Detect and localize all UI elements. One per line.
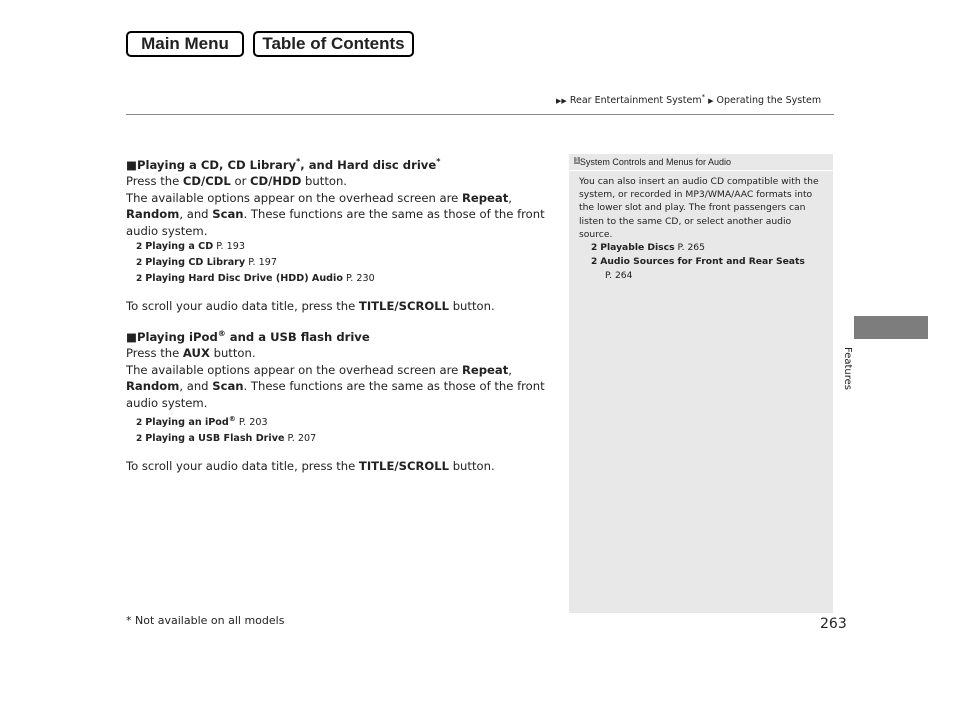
text: To scroll your audio data title, press the <box>126 299 359 314</box>
ref-page: P. 207 <box>287 433 317 445</box>
text: To scroll your audio data title, press the <box>126 459 359 474</box>
ref-link[interactable] <box>136 239 556 255</box>
text: button. <box>209 346 256 361</box>
text: . These functions are the same as those of the front audio system. <box>126 207 545 238</box>
reference-arrow-icon: 2 <box>136 434 143 445</box>
text: . These functions are the same as those of the front audio system. <box>126 379 545 410</box>
sidebar-body: You can also insert an audio CD compatible with the system, or recorded in MP3/WMA/AAC formats into the lower slot and play. The front passengers can listen to the same CD, or select another audio source. <box>579 176 819 240</box>
table-of-contents-button[interactable]: Table of Contents <box>253 31 414 57</box>
section2-title-b: and a USB flash drive <box>225 329 370 344</box>
breadcrumb <box>556 93 821 106</box>
text: button. <box>449 459 495 474</box>
text: The available options appear on the overhead screen are <box>126 362 462 377</box>
text: button. <box>449 299 495 314</box>
title-scroll-label: TITLE/SCROLL <box>358 459 450 474</box>
note-number-icon: 1 <box>575 157 579 164</box>
section2-title <box>126 326 556 345</box>
ref-title: Playing an iPod <box>145 417 229 429</box>
ref-title: Playable Discs <box>600 242 675 254</box>
reference-arrow-icon: 2 <box>136 258 143 269</box>
text: Press the <box>126 174 183 189</box>
breadcrumb-arrow-icon: ▶ <box>708 97 714 106</box>
text: Press the <box>126 346 183 361</box>
title-scroll-label: TITLE/SCROLL <box>358 299 450 314</box>
registered-mark: ® <box>217 328 226 338</box>
sidebar-note <box>569 154 833 613</box>
ref-page: P. 230 <box>346 273 375 285</box>
ref-page: P. 193 <box>216 241 245 253</box>
breadcrumb-current: Operating the System <box>716 95 822 107</box>
star: * <box>436 157 441 166</box>
section2-scroll <box>126 458 556 475</box>
ref-title: Playing CD Library <box>145 257 246 269</box>
ref-title: Playing Hard Disc Drive (HDD) Audio <box>145 273 343 285</box>
ref-title: Audio Sources for Front and Rear Seats <box>600 256 805 268</box>
ref-page: P. 265 <box>677 242 705 254</box>
cd-cdl-label: CD/CDL <box>182 174 231 189</box>
text: , and <box>179 379 209 394</box>
text: or <box>230 174 251 189</box>
section1-options <box>126 190 556 240</box>
ref-title: Playing a USB Flash Drive <box>145 433 285 445</box>
text: , <box>508 190 512 205</box>
section2-title-a: Playing iPod <box>136 329 218 344</box>
section2-press <box>126 345 556 362</box>
section1-title-a: Playing a CD, CD Library <box>136 157 297 172</box>
section1-title-b: , and Hard disc drive <box>300 157 437 172</box>
ref-link[interactable] <box>136 271 556 287</box>
reference-arrow-icon: 2 <box>136 274 143 285</box>
breadcrumb-star: * <box>701 93 706 101</box>
text: , <box>508 362 512 377</box>
section1-title <box>126 154 556 173</box>
star: * <box>296 157 301 166</box>
ref-link[interactable] <box>591 255 833 282</box>
sidebar-title-text: System Controls and Menus for Audio <box>579 157 731 167</box>
repeat-label: Repeat <box>461 190 509 205</box>
text: The available options appear on the overhead screen are <box>126 190 462 205</box>
registered-mark: ® <box>228 415 236 424</box>
aux-label: AUX <box>182 346 210 361</box>
ref-page: P. 197 <box>248 257 277 269</box>
ref-link[interactable] <box>136 255 556 271</box>
random-label: Random <box>126 207 180 222</box>
section-tab[interactable] <box>854 316 928 339</box>
repeat-label: Repeat <box>461 362 509 377</box>
ref-page: P. 203 <box>238 417 268 429</box>
ref-title: Playing a CD <box>145 241 214 253</box>
section1-scroll <box>126 298 556 315</box>
reference-arrow-icon: 2 <box>136 242 143 253</box>
ref-link[interactable] <box>136 411 556 431</box>
cd-hdd-label: CD/HDD <box>250 174 302 189</box>
section2-options <box>126 362 556 412</box>
footnote: * Not available on all models <box>126 614 285 627</box>
ref-link[interactable] <box>591 241 833 255</box>
main-menu-button[interactable]: Main Menu <box>126 31 244 57</box>
scan-label: Scan <box>212 379 244 394</box>
reference-arrow-icon: 2 <box>591 257 598 268</box>
main-content <box>126 154 556 475</box>
section1-press <box>126 173 556 190</box>
header-rule <box>126 114 834 115</box>
text: button. <box>301 174 347 189</box>
breadcrumb-arrow-icon: ▶▶ <box>556 97 567 106</box>
reference-arrow-icon: 2 <box>136 418 143 429</box>
page-number: 263 <box>820 616 847 632</box>
random-label: Random <box>126 379 180 394</box>
ref-page: P. 264 <box>605 270 633 282</box>
ref-link[interactable] <box>136 431 556 447</box>
reference-arrow-icon: 2 <box>591 243 598 254</box>
scan-label: Scan <box>212 207 244 222</box>
sidebar-title <box>569 154 833 167</box>
square-bullet-icon: ■ <box>126 157 137 172</box>
breadcrumb-link-rear-entertainment[interactable]: Rear Entertainment System <box>569 95 702 107</box>
square-bullet-icon: ■ <box>126 329 137 344</box>
text: , and <box>179 207 209 222</box>
section-tab-label: Features <box>842 347 853 390</box>
